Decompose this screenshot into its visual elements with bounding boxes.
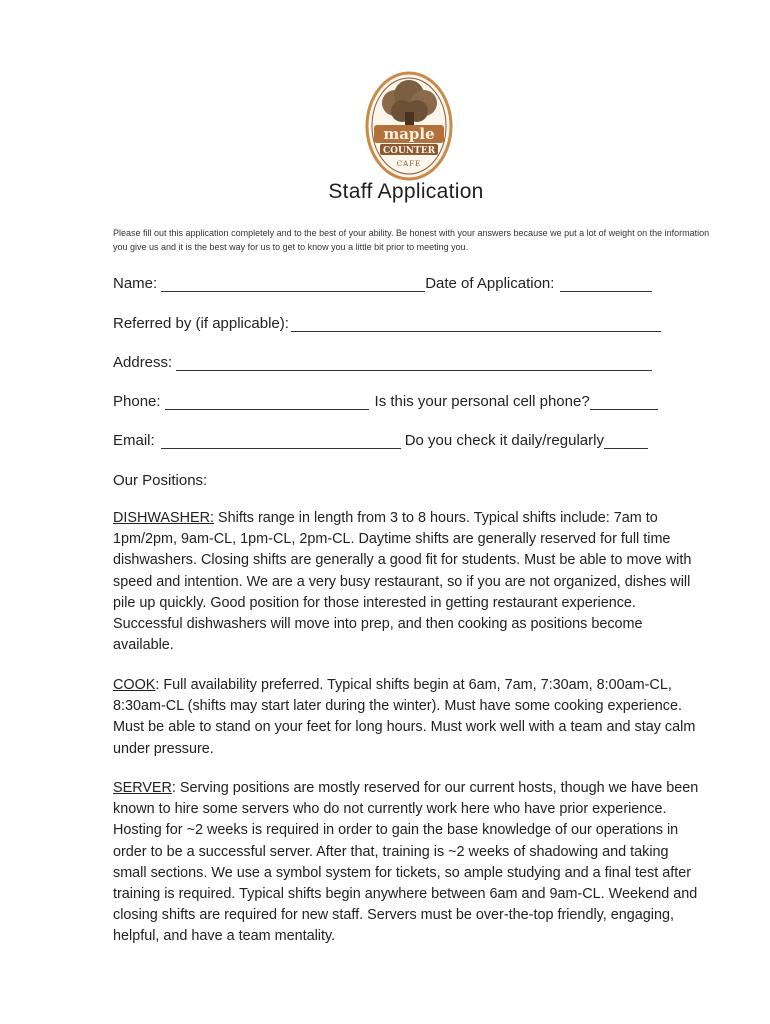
email-field[interactable] <box>161 434 401 449</box>
address-field[interactable] <box>176 356 652 371</box>
phone-field[interactable] <box>165 395 369 410</box>
cell-phone-field[interactable] <box>590 395 658 410</box>
position-name: COOK <box>113 677 156 693</box>
position-dishwasher <box>113 508 705 656</box>
check-email-label: Do you check it daily/regularly <box>404 432 604 449</box>
position-description: : Serving positions are mostly reserved for our current hosts, though we have been known to hire some servers who do not currently work here who have prior experience. Hosting for ~2 weeks is required in order to gain the base knowledge of our operations in order to be a successful server. After that, training is ~2 weeks of shadowing and taking small sections. We use a symbol system for tickets, so ample studying and a final test after training is required. Typical shifts begin anywhere between 6am and 9am-CL. Weekend and closing shifts are required for new staff. Servers must be over-the-top friendly, engaging, helpful, and have a team mentality. <box>113 780 699 945</box>
position-name: DISHWASHER: <box>113 510 215 526</box>
intro-text: Please fill out this application completely and to the best of your ability. Be honest with your answers because we put a lot of weight on the information you give us and it is the best way for us to get to know you a little bit prior to meeting you. <box>113 228 710 252</box>
cell-phone-label: Is this your personal cell phone? <box>374 393 590 410</box>
email-row <box>113 429 648 449</box>
phone-row <box>113 390 658 410</box>
date-field[interactable] <box>560 277 652 292</box>
name-label: Name: <box>113 275 158 292</box>
positions-heading: Our Positions: <box>113 472 208 489</box>
position-server <box>113 778 705 948</box>
position-cook <box>113 675 705 760</box>
email-label: Email: <box>113 432 155 449</box>
position-description: : Full availability preferred. Typical shifts begin at 6am, 7am, 7:30am, 8:00am-CL, 8:30am-CL (shifts may start later during the winter). Must have some cooking experience. Must be able to stand on your feet for long hours. Must work well with a team and stay calm under pressure. <box>113 677 696 757</box>
position-name: SERVER <box>113 780 172 796</box>
position-description: Shifts range in length from 3 to 8 hours. Typical shifts include: 7am to 1pm/2pm, 9am-CL, 1pm-CL, 2pm-CL. Daytime shifts are generally reserved for full time dishwashers. Closing shifts are generally a good fit for students. Must be able to move with speed and intention. We are a very busy restaurant, so if you are not organized, dishes will pile up quickly. Good position for those interested in getting restaurant experience. Successful dishwashers will move into prep, and then cooking as positions become available. <box>113 510 692 654</box>
address-row <box>113 351 652 371</box>
address-label: Address: <box>113 354 173 371</box>
name-date-row <box>113 272 652 292</box>
referred-label: Referred by (if applicable): <box>113 315 289 332</box>
date-label: Date of Application: <box>425 275 555 292</box>
logo-text-counter: COUNTER <box>382 146 436 156</box>
phone-label: Phone: <box>113 393 161 410</box>
logo-text-cafe: CAFE <box>396 160 422 168</box>
name-field[interactable] <box>161 277 425 292</box>
page-title: Staff Application <box>328 180 484 203</box>
referred-field[interactable] <box>291 317 661 332</box>
referred-row <box>113 312 661 332</box>
check-email-field[interactable] <box>604 434 648 449</box>
maple-counter-cafe-logo <box>364 70 454 182</box>
logo-text-maple: maple <box>383 125 435 143</box>
